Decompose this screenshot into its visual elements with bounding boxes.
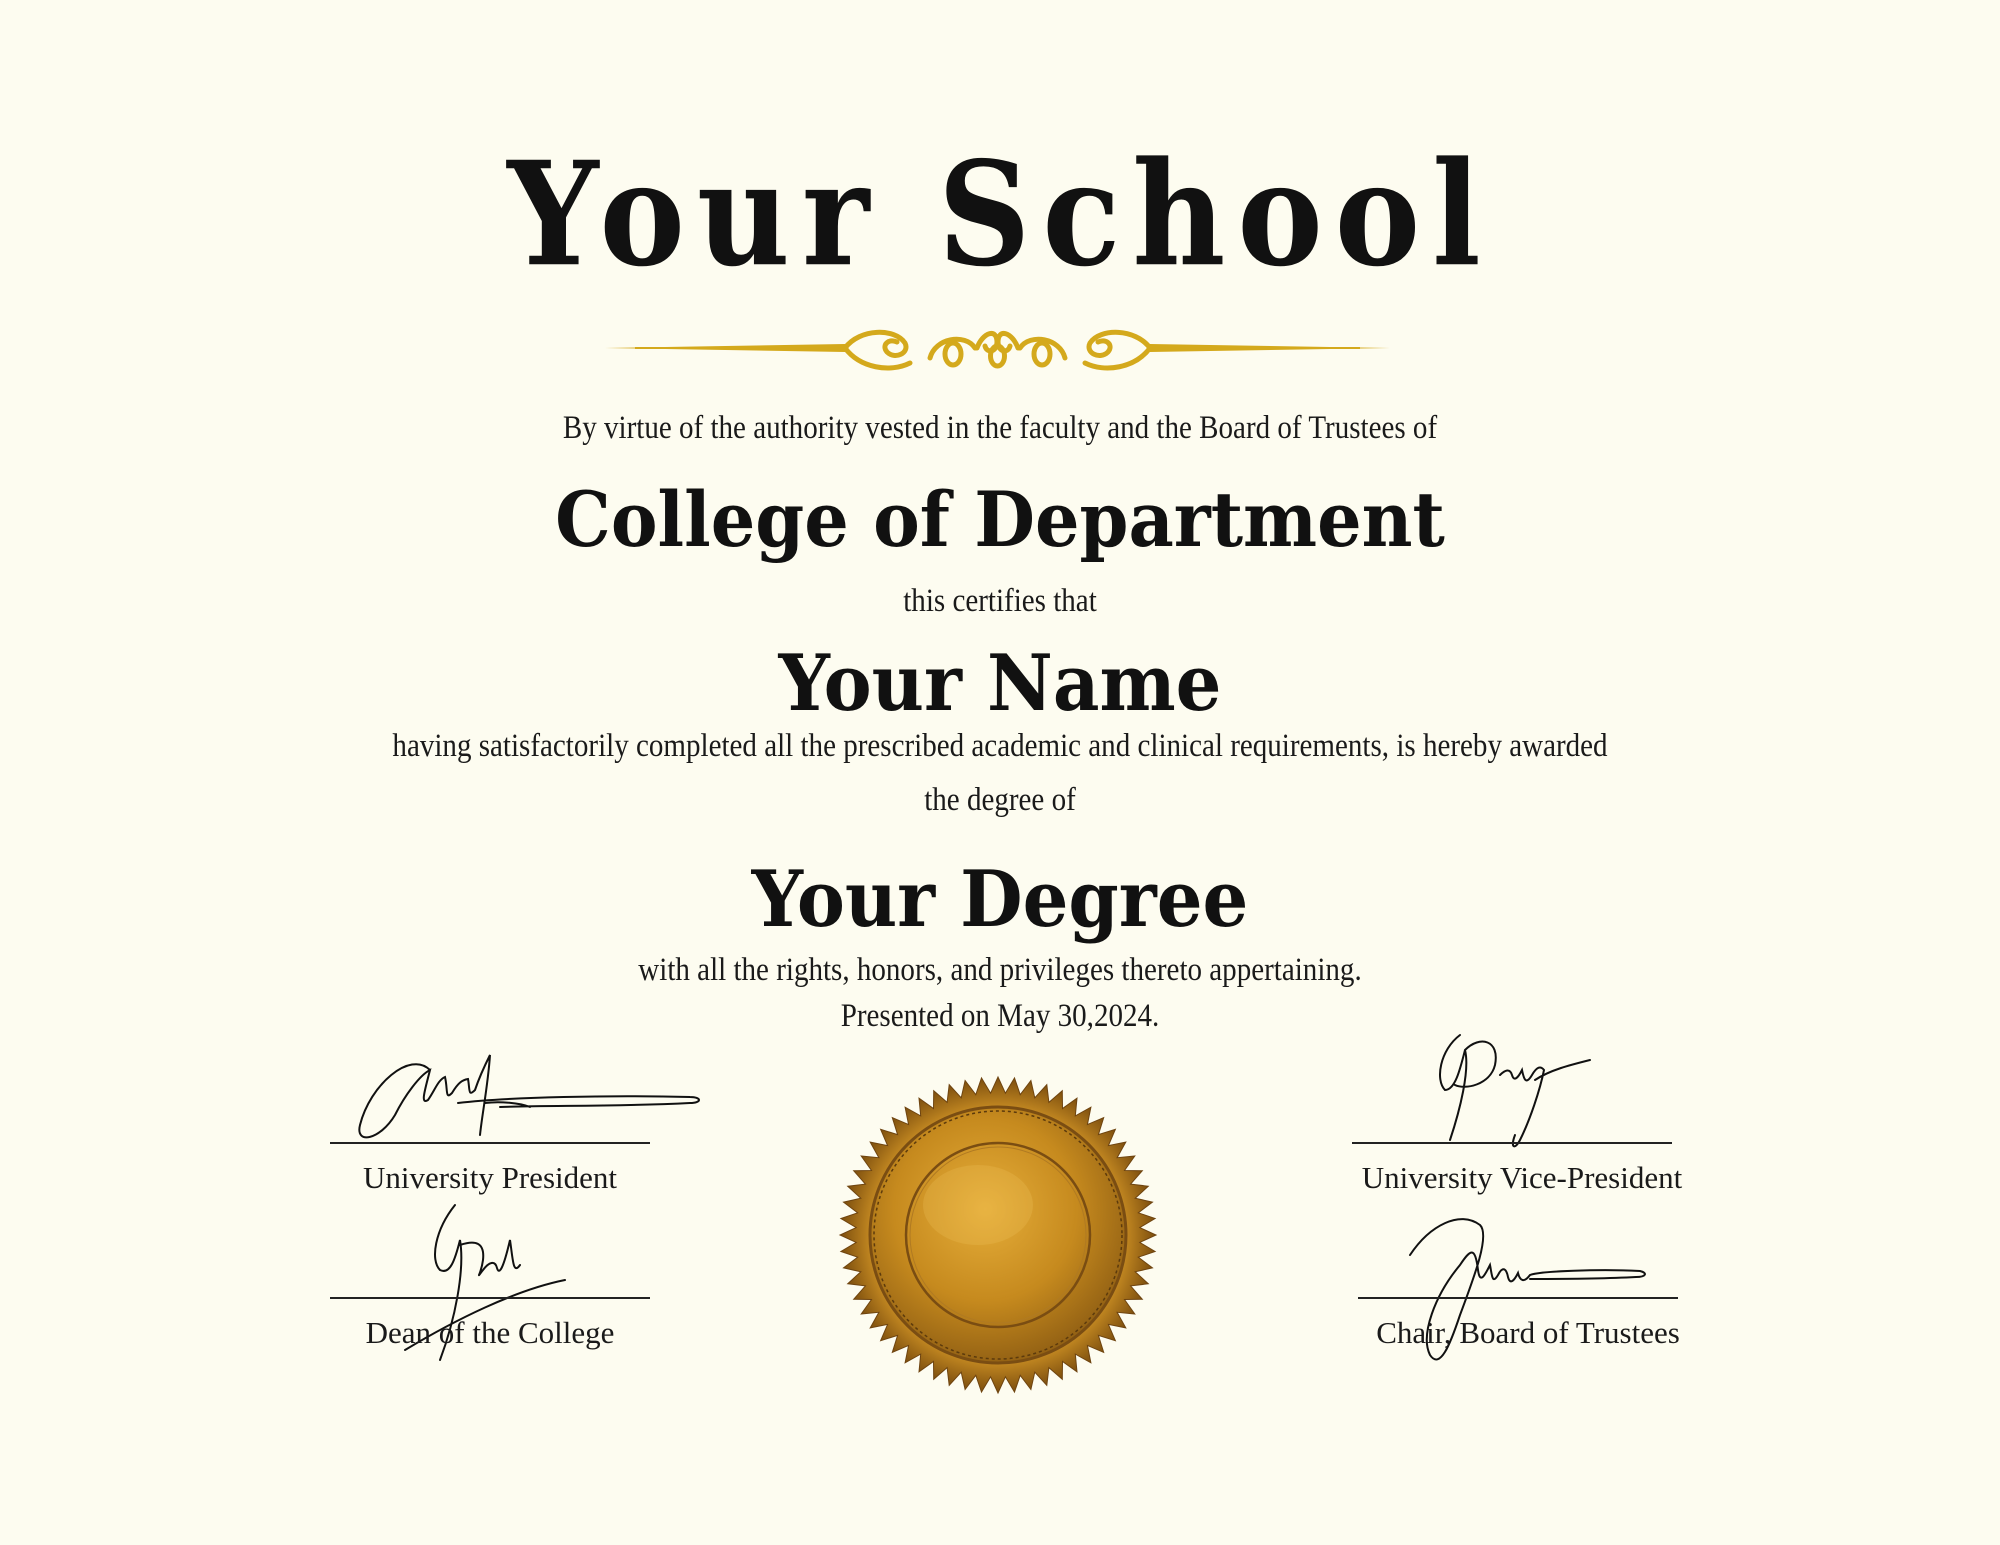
- vice-president-signature: [1420, 1030, 1620, 1160]
- president-signature-line: [330, 1142, 650, 1144]
- president-signature: [350, 1045, 710, 1155]
- certifies-text: this certifies that: [903, 583, 1097, 619]
- recipient-name: Your Name: [778, 636, 1222, 729]
- degree-name: Your Degree: [751, 852, 1249, 945]
- college-name: College of Department: [555, 474, 1445, 565]
- dean-title: Dean of the College: [365, 1315, 615, 1350]
- chair-signature-line: [1358, 1297, 1678, 1299]
- dean-signature-line: [330, 1297, 650, 1299]
- presented-date-text: Presented on May 30,2024.: [840, 998, 1160, 1034]
- requirements-text-line-2: the degree of: [924, 782, 1076, 818]
- rights-text: with all the rights, honors, and privileges thereto appertaining.: [638, 952, 1362, 988]
- authority-text: By virtue of the authority vested in the faculty and the Board of Trustees of: [562, 410, 1438, 446]
- vice-president-title: University Vice-President: [1361, 1160, 1683, 1195]
- requirements-text-line-1: having satisfactorily completed all the prescribed academic and clinical requirements, is hereby awarded: [392, 728, 1608, 764]
- school-title: Your School: [507, 131, 1493, 299]
- gold-flourish-ornament: [605, 318, 1390, 378]
- chair-title: Chair, Board of Trustees: [1376, 1315, 1680, 1350]
- vice-president-signature-line: [1352, 1142, 1672, 1144]
- gold-seal-icon: [838, 1075, 1158, 1395]
- president-title: University President: [363, 1160, 617, 1195]
